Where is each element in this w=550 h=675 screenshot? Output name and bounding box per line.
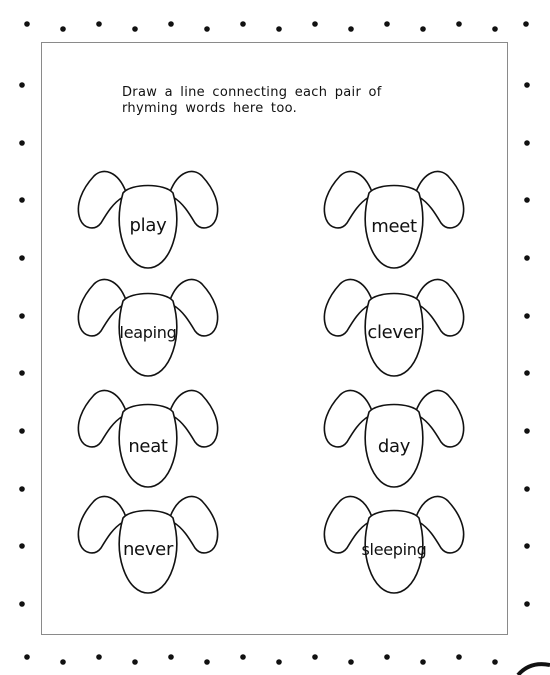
border-dot bbox=[524, 370, 530, 376]
dog-head-leaping[interactable] bbox=[73, 275, 223, 380]
border-dot bbox=[240, 654, 246, 660]
border-dot bbox=[524, 601, 530, 607]
dog-head-never[interactable] bbox=[73, 492, 223, 597]
border-dot bbox=[524, 313, 530, 319]
word-label: never bbox=[122, 539, 174, 560]
dog-head-play[interactable] bbox=[73, 167, 223, 272]
border-dot bbox=[19, 82, 25, 88]
dog-head-day[interactable] bbox=[319, 386, 469, 491]
border-dot bbox=[456, 654, 462, 660]
border-dot bbox=[24, 654, 30, 660]
border-dot bbox=[492, 659, 498, 665]
border-dot bbox=[276, 659, 282, 665]
border-dot bbox=[240, 21, 246, 27]
border-dot bbox=[24, 21, 30, 27]
border-dot bbox=[168, 654, 174, 660]
border-dot bbox=[132, 26, 138, 32]
border-dot bbox=[204, 26, 210, 32]
dog-head-clever[interactable] bbox=[319, 275, 469, 380]
border-dot bbox=[276, 26, 282, 32]
word-label: meet bbox=[371, 216, 417, 237]
border-dot bbox=[420, 659, 426, 665]
dog-head-meet[interactable] bbox=[319, 167, 469, 272]
border-dot bbox=[420, 26, 426, 32]
border-dot bbox=[132, 659, 138, 665]
word-label: clever bbox=[367, 322, 421, 343]
border-dot bbox=[168, 21, 174, 27]
border-dot bbox=[524, 543, 530, 549]
border-dot bbox=[348, 659, 354, 665]
border-dot bbox=[312, 654, 318, 660]
border-dot bbox=[19, 601, 25, 607]
border-dot bbox=[384, 654, 390, 660]
border-dot bbox=[19, 255, 25, 261]
instruction-text: Draw a line connecting each pair of rhyming words here too. bbox=[122, 85, 382, 116]
border-dot bbox=[524, 82, 530, 88]
page-corner-fragment bbox=[510, 655, 550, 675]
word-label: leaping bbox=[119, 323, 177, 342]
border-dot bbox=[60, 659, 66, 665]
border-dot bbox=[19, 140, 25, 146]
border-dot bbox=[19, 543, 25, 549]
border-dot bbox=[19, 486, 25, 492]
border-dot bbox=[96, 654, 102, 660]
border-dot bbox=[524, 428, 530, 434]
border-dot bbox=[96, 21, 102, 27]
border-dot bbox=[492, 26, 498, 32]
border-dot bbox=[348, 26, 354, 32]
dog-head-neat[interactable] bbox=[73, 386, 223, 491]
dog-head-sleeping[interactable] bbox=[319, 492, 469, 597]
border-dot bbox=[524, 486, 530, 492]
border-dot bbox=[456, 21, 462, 27]
border-dot bbox=[524, 197, 530, 203]
border-dot bbox=[19, 370, 25, 376]
word-label: sleeping bbox=[361, 540, 427, 559]
border-dot bbox=[19, 313, 25, 319]
word-label: day bbox=[377, 436, 411, 457]
word-label: neat bbox=[128, 436, 168, 457]
border-dot bbox=[523, 21, 529, 27]
border-dot bbox=[19, 197, 25, 203]
border-dot bbox=[204, 659, 210, 665]
border-dot bbox=[524, 140, 530, 146]
border-dot bbox=[384, 21, 390, 27]
border-dot bbox=[524, 255, 530, 261]
border-dot bbox=[19, 428, 25, 434]
word-label: play bbox=[129, 215, 167, 236]
border-dot bbox=[312, 21, 318, 27]
border-dot bbox=[60, 26, 66, 32]
